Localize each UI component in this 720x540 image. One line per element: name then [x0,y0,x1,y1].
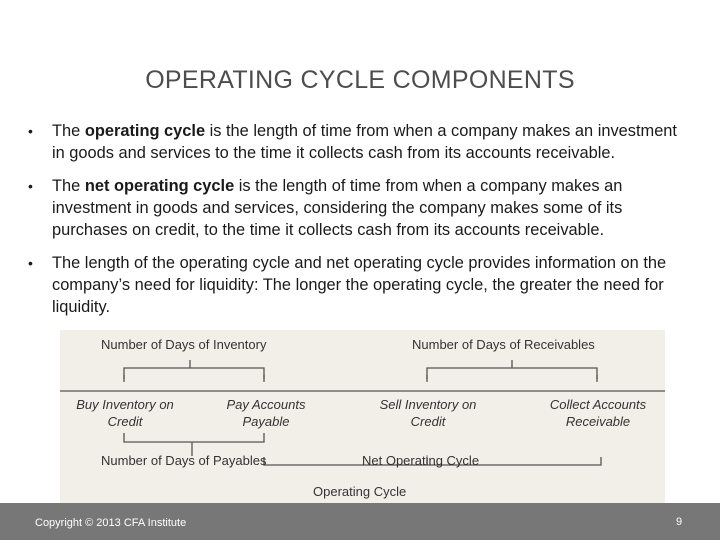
bullet-dot: • [28,255,33,271]
bullet-liquidity [26,252,690,318]
label-buy-inventory: Buy Inventory on Credit [76,397,174,429]
bullet-text-post: is the length of time from when a company makes an investment in goods and services to the time it collects cash from its accounts receivable. [52,122,677,162]
label-operating-cycle: Operating Cycle [313,484,407,499]
bullet-dot: • [28,178,33,194]
label-collect-receivable: Collect Accounts Receivable [549,397,647,429]
bullet-operating-cycle [26,120,690,164]
label-days-receivables: Number of Days of Receivables [412,337,595,352]
bracket-days-receivables [427,360,597,379]
operating-cycle-diagram [60,330,665,503]
bullet-term: net operating cycle [84,177,235,195]
bullet-text-pre: The length of the operating cycle and net operating cycle provides information on the company’s need for liquidity: The longer the operating cycle, the greater the need for liquidity. [52,254,667,316]
bullet-text-pre: The [52,177,85,195]
slide-title: OPERATING CYCLE COMPONENTS [145,66,575,94]
bullet-dot: • [28,123,33,139]
bullet-list [26,120,690,329]
label-sell-inventory: Sell Inventory on Credit [379,397,477,429]
label-days-inventory: Number of Days of Inventory [101,337,267,352]
copyright-text: Copyright © 2013 CFA Institute [35,517,187,529]
label-pay-accounts: Pay Accounts Payable [226,397,306,429]
bracket-days-inventory [124,360,264,379]
bullet-text-pre: The [52,122,85,140]
footer-bar [0,503,720,540]
page-number: 9 [676,516,683,528]
bullet-text-post: is the length of time from when a company makes an investment in goods and services, considering the company makes some of its purchases on credit, to the time it collects cash from its accounts receivable. [52,177,623,239]
label-days-payables: Number of Days of Payables [101,453,267,468]
bullet-net-operating-cycle [26,175,690,241]
label-net-operating-cycle: Net Operating Cycle [362,453,480,468]
bullet-term: operating cycle [84,122,206,140]
